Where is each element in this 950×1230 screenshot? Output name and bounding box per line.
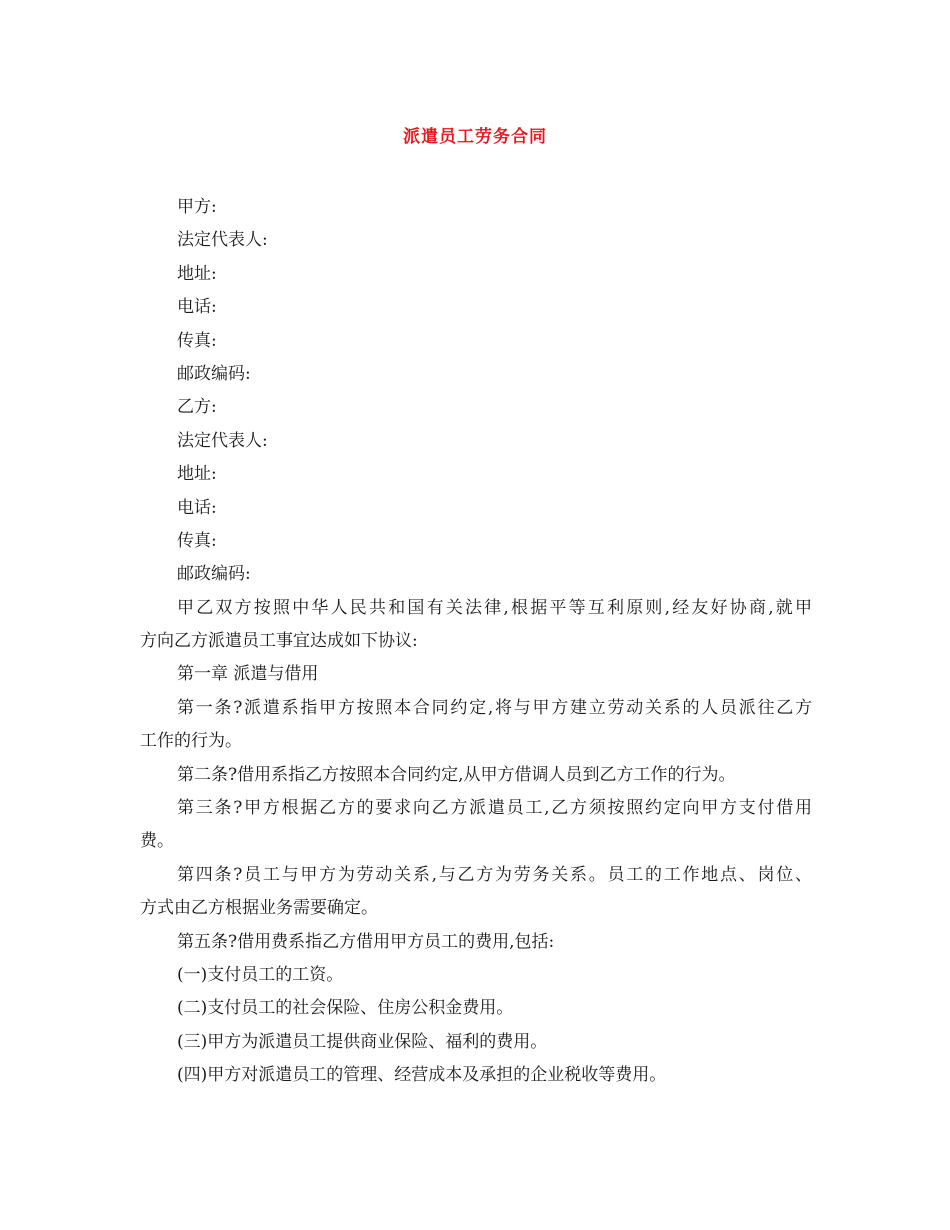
party-a-fax: 传真: [177,330,217,351]
document-title: 派遣员工劳务合同 [403,127,547,147]
article-3-line-2: 费。 [140,831,174,852]
party-b-address: 地址: [177,464,217,485]
article-4-line-2: 方式由乙方根据业务需要确定。 [140,898,378,919]
article-2: 第二条?借用系指乙方按照本合同约定,从甲方借调人员到乙方工作的行为。 [177,764,736,785]
party-b-label: 乙方: [177,397,217,418]
party-a-phone: 电话: [177,297,217,318]
document-body [140,191,812,1093]
article-4-line-1: 第四条?员工与甲方为劳动关系,与乙方为劳务关系。员工的工作地点、岗位、 [177,864,812,885]
article-3-line-1: 第三条?甲方根据乙方的要求向乙方派遣员工,乙方须按照约定向甲方支付借用 [177,798,812,819]
party-a-postcode: 邮政编码: [177,363,251,384]
chapter-1-heading: 第一章 派遣与借用 [177,664,319,685]
party-b-representative: 法定代表人: [177,430,268,451]
article-5-item-2: (二)支付员工的社会保险、住房公积金费用。 [177,998,514,1019]
preamble-line-2: 方向乙方派遣员工事宜达成如下协议: [140,631,418,652]
article-1-line-2: 工作的行为。 [140,731,242,752]
party-b-phone: 电话: [177,497,217,518]
article-1-line-1: 第一条?派遣系指甲方按照本合同约定,将与甲方建立劳动关系的人员派往乙方 [177,697,812,718]
party-a-label: 甲方: [177,197,217,217]
preamble-line-1: 甲乙双方按照中华人民共和国有关法律,根据平等互利原则,经友好协商,就甲 [177,597,812,618]
article-5-item-3: (三)甲方为派遣员工提供商业保险、福利的费用。 [177,1031,548,1052]
article-5: 第五条?借用费系指乙方借用甲方员工的费用,包括: [177,931,555,952]
article-5-item-1: (一)支付员工的工资。 [177,964,344,985]
article-5-item-4: (四)甲方对派遣员工的管理、经营成本及承担的企业税收等费用。 [177,1065,667,1086]
party-b-postcode: 邮政编码: [177,564,251,585]
party-a-address: 地址: [177,263,217,284]
party-b-fax: 传真: [177,530,217,551]
party-a-representative: 法定代表人: [177,230,268,251]
